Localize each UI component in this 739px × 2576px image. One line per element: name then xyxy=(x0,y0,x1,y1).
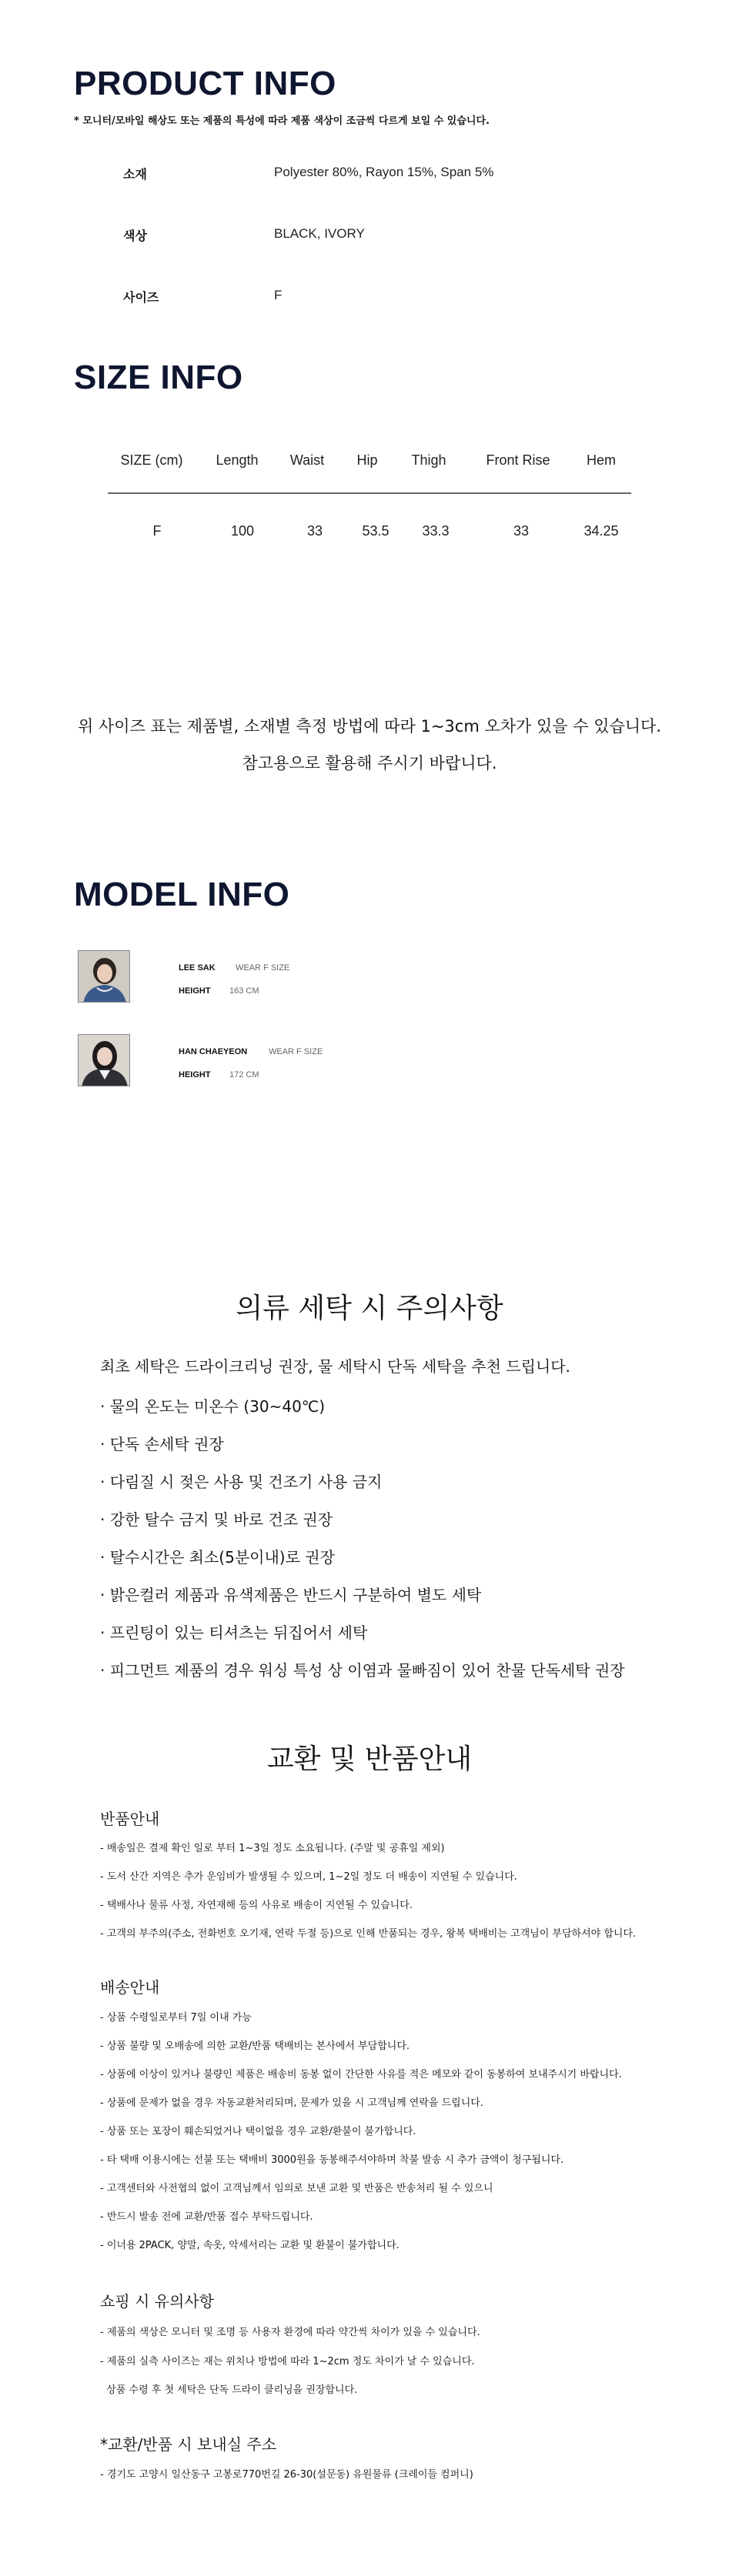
shopping-line-2: - 제품의 실측 사이즈는 재는 위치나 방법에 따라 1~2cm 정도 차이가 날 수 있습니다. xyxy=(100,2356,475,2367)
return-address: - 경기도 고양시 일산동구 고봉로770번길 26-30(설문동) 유원물류 (크레이들 컴퍼니) xyxy=(100,2469,473,2481)
shipping-line-2: - 상품 불량 및 오배송에 의한 교환/반품 택배비는 본사에서 부담합니다. xyxy=(100,2040,410,2052)
size-cell-waist: 33 xyxy=(306,523,323,539)
washing-item-4: · 강한 탈수 금지 및 바로 건조 권장 xyxy=(100,1510,333,1529)
return-line-3: - 택배사나 물류 사정, 자연재해 등의 사유로 배송이 지연될 수 있습니다. xyxy=(100,1900,413,1911)
washing-item-8: · 피그먼트 제품의 경우 워싱 특성 상 이염과 물빠짐이 있어 찬물 단독세탁 권장 xyxy=(100,1661,625,1680)
color-value: BLACK, IVORY xyxy=(274,226,365,241)
model-height-1: 163 CM xyxy=(229,986,259,996)
shipping-line-7: - 고객센터와 사전협의 없이 고객님께서 임의로 보낸 교환 및 반품은 반송처리 될 수 있으니 xyxy=(100,2183,493,2194)
size-label: 사이즈 xyxy=(123,290,159,305)
size-cell-hip: 53.5 xyxy=(362,523,390,539)
exchange-title: 교환 및 반품안내 xyxy=(266,1743,473,1775)
model-height-label-2: HEIGHT xyxy=(179,1070,211,1079)
size-header-front-rise: Front Rise xyxy=(486,452,550,468)
model-height-2: 172 CM xyxy=(229,1070,259,1079)
washing-item-6: · 밝은컬러 제품과 유색제품은 반드시 구분하여 별도 세탁 xyxy=(100,1586,482,1604)
size-header-hip: Hip xyxy=(356,452,378,468)
shopping-heading: 쇼핑 시 유의사항 xyxy=(100,2292,214,2311)
model-wear-1: WEAR F SIZE xyxy=(236,963,290,973)
washing-intro: 최초 세탁은 드라이크리닝 권장, 물 세탁시 단독 세탁을 추천 드립니다. xyxy=(100,1357,570,1376)
return-heading: 반품안내 xyxy=(100,1810,160,1828)
washing-item-7: · 프린팅이 있는 티셔츠는 뒤집어서 세탁 xyxy=(100,1623,368,1642)
model-wear-2: WEAR F SIZE xyxy=(269,1047,323,1056)
model-photo-lee-sak xyxy=(78,950,130,1003)
color-label: 색상 xyxy=(123,229,147,243)
size-cell-size: F xyxy=(152,523,162,539)
size-cell-thigh: 33.3 xyxy=(422,523,450,539)
size-cell-length: 100 xyxy=(230,523,255,539)
size-header-size: SIZE (cm) xyxy=(120,452,183,468)
shipping-line-4: - 상품에 문제가 없을 경우 자동교환처리되며, 문제가 있을 시 고객님께 연락을 드립니다. xyxy=(100,2097,483,2109)
shipping-line-8: - 반드시 발송 전에 교환/반품 접수 부탁드립니다. xyxy=(100,2211,313,2223)
shipping-line-5: - 상품 또는 포장이 훼손되었거나 택이없을 경우 교환/환불이 불가합니다. xyxy=(100,2126,416,2137)
material-value: Polyester 80%, Rayon 15%, Span 5% xyxy=(274,165,494,179)
washing-title: 의류 세탁 시 주의사항 xyxy=(236,1293,503,1324)
washing-item-2: · 단독 손세탁 권장 xyxy=(100,1435,224,1453)
model-info-title: MODEL INFO xyxy=(74,876,290,913)
shipping-heading: 배송안내 xyxy=(100,1978,160,1997)
washing-item-5: · 탈수시간은 최소(5분이내)로 권장 xyxy=(100,1548,335,1567)
washing-item-1: · 물의 온도는 미온수 (30~40℃) xyxy=(100,1397,326,1416)
size-header-length: Length xyxy=(216,452,259,468)
product-info-title: PRODUCT INFO xyxy=(74,65,336,102)
shopping-line-3: 상품 수령 후 첫 세탁은 단독 드라이 클리닝을 권장합니다. xyxy=(100,2384,358,2396)
model-name-1: LEE SAK xyxy=(179,963,216,973)
model-height-label-1: HEIGHT xyxy=(179,986,211,996)
return-line-4: - 고객의 부주의(주소, 전화번호 오기재, 연락 두절 등)으로 인해 반품되는 경우, 왕복 택배비는 고객님이 부담하셔야 합니다. xyxy=(100,1928,637,1940)
return-line-2: - 도서 산간 지역은 추가 운임비가 발생될 수 있으며, 1~2일 정도 더 배송이 지연될 수 있습니다. xyxy=(100,1871,517,1883)
size-cell-front-rise: 33 xyxy=(513,523,530,539)
size-caption-1: 위 사이즈 표는 제품별, 소재별 측정 방법에 따라 1~3cm 오차가 있을 수 있습니다. xyxy=(77,717,662,736)
return-line-1: - 배송일은 결제 확인 일로 부터 1~3일 정도 소요됩니다. (주말 및 공휴일 제외) xyxy=(100,1843,445,1854)
model-photo-han-chaeyeon xyxy=(78,1034,130,1086)
shipping-line-1: - 상품 수령일로부터 7일 이내 가능 xyxy=(100,2012,252,2024)
color-note: * 모니터/모바일 해상도 또는 제품의 특성에 따라 제품 색상이 조금씩 다르게 보일 수 있습니다. xyxy=(74,115,490,127)
shopping-line-1: - 제품의 색상은 모니터 및 조명 등 사용자 환경에 따라 약간씩 차이가 있을 수 있습니다. xyxy=(100,2327,480,2338)
shipping-line-6: - 타 택배 이용시에는 선불 또는 택배비 3000원을 동봉해주셔야하며 착불 발송 시 추가 금액이 청구됩니다. xyxy=(100,2154,564,2166)
size-value: F xyxy=(274,288,283,302)
size-caption-2: 참고용으로 활용해 주시기 바랍니다. xyxy=(242,754,497,772)
shipping-line-3: - 상품에 이상이 있거나 불량인 제품은 배송비 동봉 없이 간단한 사유를 적은 메모와 같이 동봉하여 보내주시기 바랍니다. xyxy=(100,2069,622,2080)
return-address-heading: *교환/반품 시 보내실 주소 xyxy=(100,2435,277,2454)
size-info-title: SIZE INFO xyxy=(74,359,243,396)
material-label: 소재 xyxy=(123,167,147,182)
size-header-hem: Hem xyxy=(586,452,616,468)
size-header-waist: Waist xyxy=(289,452,325,468)
washing-item-3: · 다림질 시 젖은 사용 및 건조기 사용 금지 xyxy=(100,1473,383,1491)
size-header-thigh: Thigh xyxy=(411,452,446,468)
size-table-divider xyxy=(108,492,631,494)
shipping-line-9: - 이너용 2PACK, 양말, 속옷, 악세서리는 교환 및 환불이 불가합니다. xyxy=(100,2240,400,2251)
size-cell-hem: 34.25 xyxy=(584,523,619,539)
model-name-2: HAN CHAEYEON xyxy=(179,1047,248,1056)
